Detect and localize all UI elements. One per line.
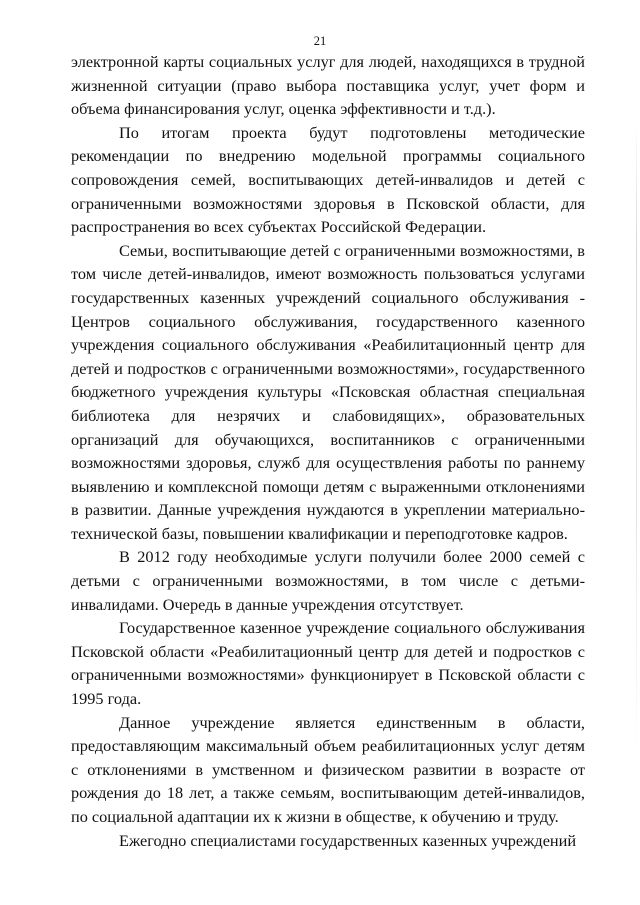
paragraph-2: По итогам проекта будут подготовлены методические рекомендации по внедрению модельной программы социального сопровождения семей, воспитывающих детей-инвалидов и детей с ограниченными возможностями здоровья в Псковской области, для распространения во всех субъектах Российской Федерации. [71,122,585,237]
scan-edge-shadow [636,120,637,760]
paragraph-3: Семьи, воспитывающие детей с ограниченными возможностями, в том числе детей-инвалидов, имеют возможность пользоваться услугами государственных казенных учреждений социального обслуживания - Центров социального обслуживания, государственного казенного учреждения социального обслуживания «Реабилитационный центр для детей и подростков с ограниченными возможностями», государственного бюджетного учреждения культуры «Псковская областная специальная библиотека для незрячих и слабовидящих», образовательных организаций для обучающихся, воспитанников с ограниченными возможностями здоровья, служб для осуществления работы по раннему выявлению и комплексной помощи детям с выраженными отклонениями в развитии. Данные учреждения нуждаются в укреплении материально-технической базы, повышении квалификации и переподготовке кадров. [71,240,585,543]
page-number: 21 [313,34,327,48]
document-body [71,50,585,852]
paragraph-4: В 2012 году необходимые услуги получили более 2000 семей с детьми с ограниченными возможностями, в том числе с детьми-инвалидами. Очередь в данные учреждения отсутствует. [71,547,585,614]
paragraph-1: электронной карты социальных услуг для людей, находящихся в трудной жизненной ситуации (право выбора поставщика услуг, учет форм и объема финансирования услуг, оценка эффективности и т.д.). [71,52,585,119]
paragraph-7: Ежегодно специалистами государственных казенных учреждений [119,830,577,850]
paragraph-5: Государственное казенное учреждение социального обслуживания Псковской области «Реабилитационный центр для детей и подростков с ограниченными возможностями» функционирует в Псковской области с 1995 года. [71,618,585,709]
paragraph-6: Данное учреждение является единственным в области, предоставляющим максимальный объем реабилитационных услуг детям с отклонениями в умственном и физическом развитии в возрасте от рождения до 18 лет, а также семьям, воспитывающим детей-инвалидов, по социальной адаптации их к жизни в обществе, к обучению и труду. [71,712,585,826]
